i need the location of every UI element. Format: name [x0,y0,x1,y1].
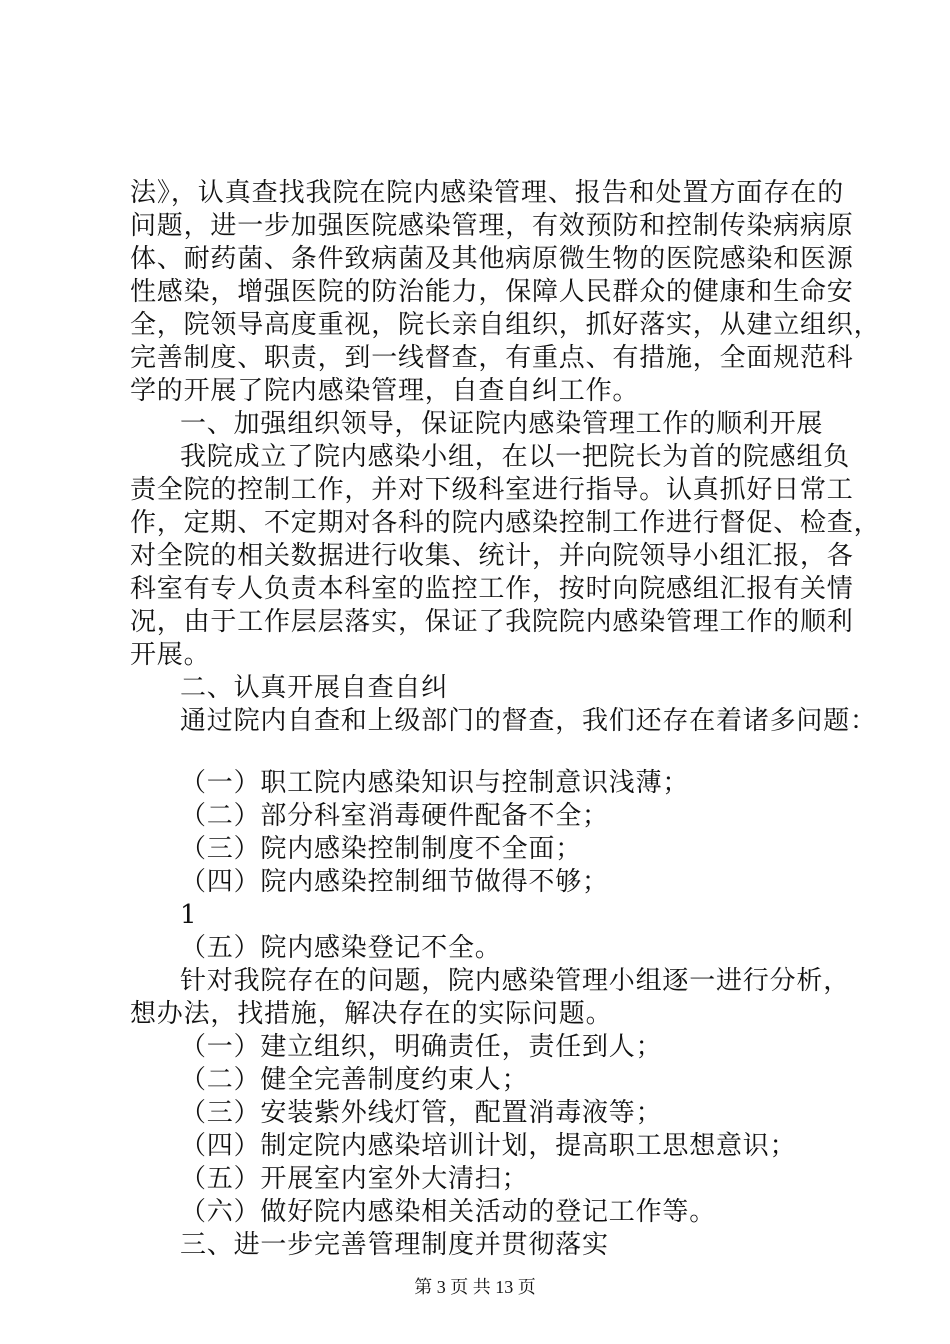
section-1-line-4: 对全院的相关数据进行收集、统计，并向院领导小组汇报，各 [130,541,854,571]
intro-line-2: 问题，进一步加强医院感染管理，有效预防和控制传染病病原 [130,211,854,241]
measure-item-3: （三）安装紫外线灯管，配置消毒液等； [180,1098,663,1128]
section-heading-1: 一、加强组织领导，保证院内感染管理工作的顺利开展 [180,409,824,439]
section-heading-3: 三、进一步完善管理制度并贯彻落实 [180,1230,609,1260]
problems-intro: 通过院内自查和上级部门的督查，我们还存在着诸多问题： [180,706,877,736]
section-1-line-5: 科室有专人负责本科室的监控工作，按时向院感组汇报有关情 [130,574,854,604]
section-1-line-3: 作，定期、不定期对各科的院内感染控制工作进行督促、检查， [130,508,881,538]
section-1-line-2: 责全院的控制工作，并对下级科室进行指导。认真抓好日常工 [130,475,854,505]
page-footer: 第 3 页 共 13 页 [414,1277,536,1297]
section-1-line-6: 况，由于工作层层落实，保证了我院院内感染管理工作的顺利 [130,607,854,637]
section-1-line-7: 开展。 [130,640,211,670]
measures-intro-line-1: 针对我院存在的问题，院内感染管理小组逐一进行分析， [180,966,851,996]
problem-item-1: （一）职工院内感染知识与控制意识浅薄； [180,768,690,798]
measure-item-1: （一）建立组织，明确责任，责任到人； [180,1032,663,1062]
measure-item-5: （五）开展室内室外大清扫； [180,1164,529,1194]
measures-intro-line-2: 想办法，找措施，解决存在的实际问题。 [130,999,613,1029]
intro-line-5: 全，院领导高度重视，院长亲自组织，抓好落实，从建立组织， [130,310,881,340]
intro-line-4: 性感染，增强医院的防治能力，保障人民群众的健康和生命安 [130,277,854,307]
intro-line-1: 法》，认真查找我院在院内感染管理、报告和处置方面存在的 [130,178,844,208]
problem-item-3: （三）院内感染控制制度不全面； [180,834,583,864]
intro-line-7: 学的开展了院内感染管理，自查自纠工作。 [130,376,640,406]
intro-line-3: 体、耐药菌、条件致病菌及其他病原微生物的医院感染和医源 [130,244,854,274]
measure-item-2: （二）健全完善制度约束人； [180,1065,529,1095]
measure-item-4: （四）制定院内感染培训计划，提高职工思想意识； [180,1131,797,1161]
problem-item-4: （四）院内感染控制细节做得不够； [180,867,609,897]
problem-item-5: （五）院内感染登记不全。 [180,933,502,963]
intro-line-6: 完善制度、职责，到一线督查，有重点、有措施，全面规范科 [130,343,854,373]
section-heading-2: 二、认真开展自查自纠 [180,673,449,703]
problem-item-2: （二）部分科室消毒硬件配备不全； [180,801,609,831]
section-1-line-1: 我院成立了院内感染小组，在以一把院长为首的院感组负 [180,442,851,472]
measure-item-6: （六）做好院内感染相关活动的登记工作等。 [180,1197,717,1227]
stray-page-number: 1 [180,900,198,930]
